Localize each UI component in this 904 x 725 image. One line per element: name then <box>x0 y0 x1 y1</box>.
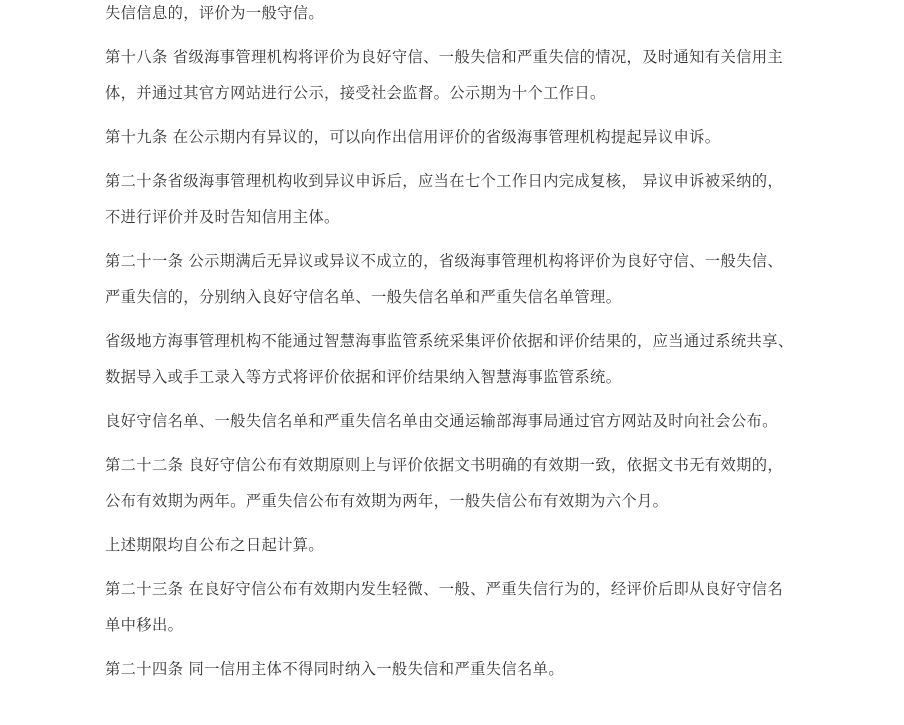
paragraph-article-21-note-2: 良好守信名单、一般失信名单和严重失信名单由交通运输部海事局通过官方网站及时向社会公布。 <box>105 412 778 430</box>
paragraph-article-20: 第二十条省级海事管理机构收到异议申诉后，应当在七个工作日内完成复核， 异议申诉被采纳的，不进行评价并及时告知信用主体。 <box>105 172 784 226</box>
paragraph-article-22: 第二十二条 良好守信公布有效期原则上与评价依据文书明确的有效期一致，依据文书无有效期的，公布有效期为两年。严重失信公布有效期为两年，一般失信公布有效期为六个月。 <box>105 456 784 510</box>
paragraph-article-21: 第二十一条 公示期满后无异议或异议不成立的，省级海事管理机构将评价为良好守信、一般失信、严重失信的，分别纳入良好守信名单、一般失信名单和严重失信名单管理。 <box>105 252 784 306</box>
paragraph-article-19: 第十九条 在公示期内有异议的，可以向作出信用评价的省级海事管理机构提起异议申诉。 <box>105 128 721 146</box>
document-body <box>105 0 795 695</box>
paragraph-article-21-note-1: 省级地方海事管理机构不能通过智慧海事监管系统采集评价依据和评价结果的，应当通过系统共享、数据导入或手工录入等方式将评价依据和评价结果纳入智慧海事监管系统。 <box>105 332 794 386</box>
paragraph-article-24: 第二十四条 同一信用主体不得同时纳入一般失信和严重失信名单。 <box>105 660 564 678</box>
paragraph-article-23: 第二十三条 在良好守信公布有效期内发生轻微、一般、严重失信行为的，经评价后即从良好守信名单中移出。 <box>105 580 784 634</box>
paragraph-continuation: 失信信息的，评价为一般守信。 <box>105 4 325 22</box>
paragraph-article-22-note: 上述期限均自公布之日起计算。 <box>105 536 325 554</box>
paragraph-article-18: 第十八条 省级海事管理机构将评价为良好守信、一般失信和严重失信的情况，及时通知有关信用主体，并通过其官方网站进行公示，接受社会监督。公示期为十个工作日。 <box>105 48 784 102</box>
